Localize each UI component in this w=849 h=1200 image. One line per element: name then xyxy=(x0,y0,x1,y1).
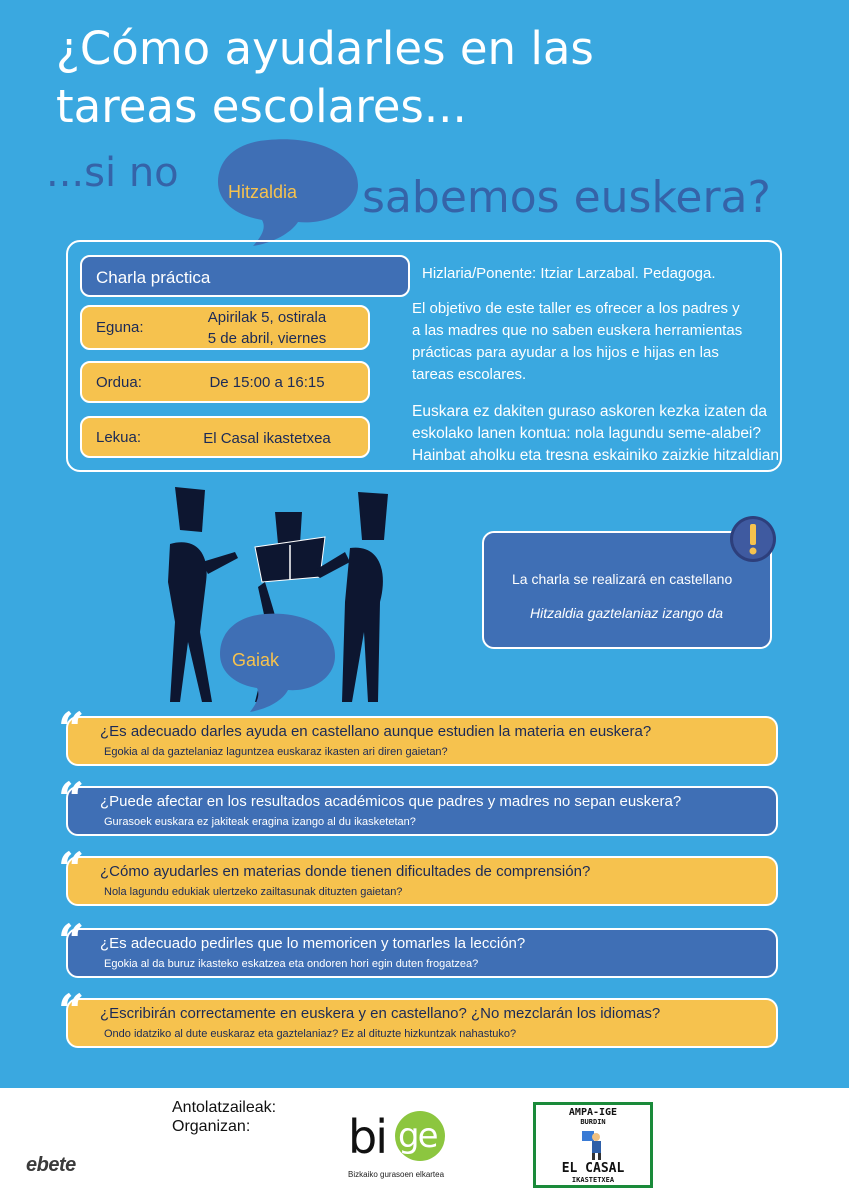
info-row-label: Ordua: xyxy=(96,374,142,391)
info-header: Charla práctica xyxy=(80,255,410,297)
question-item xyxy=(66,998,778,1048)
question-text: ¿Cómo ayudarles en materias donde tienen dificultades de comprensión? xyxy=(100,863,591,880)
bubble-label-hitzaldia: Hitzaldia xyxy=(228,182,298,202)
question-item xyxy=(66,856,778,906)
info-row-time xyxy=(80,361,370,403)
bige-logo-bi: bi xyxy=(348,1110,386,1164)
organizers-line: Antolatzaileak: xyxy=(172,1099,277,1116)
quote-mark-icon: “ xyxy=(58,772,85,826)
question-item xyxy=(66,928,778,978)
info-row-value: De 15:00 a 16:15 xyxy=(209,374,325,391)
info-row-date xyxy=(80,305,370,350)
quote-mark-icon: “ xyxy=(58,984,85,1038)
notice-line-1: La charla se realizará en castellano xyxy=(512,571,733,587)
info-row-value: 5 de abril, viernes xyxy=(207,330,327,347)
organizers-label xyxy=(172,1098,276,1136)
casal-logo-top1: AMPA-IGE xyxy=(568,1107,618,1118)
speaker-line: Hizlaria/Ponente: Itziar Larzabal. Pedagoga. xyxy=(422,265,716,282)
casal-logo-top2: BURDIN xyxy=(580,1118,606,1126)
topics-label: Gaiak xyxy=(232,650,280,670)
person-flag-icon xyxy=(576,1127,610,1161)
quote-mark-icon: “ xyxy=(58,702,85,756)
question-item xyxy=(66,716,778,766)
question-translation: Ondo idatziko al dute euskaraz eta gaztelaniaz? Ez al dituzte hizkuntzak nahastuko? xyxy=(104,1028,517,1040)
info-row-label: Eguna: xyxy=(96,319,144,336)
question-text: ¿Es adecuado darles ayuda en castellano aunque estudien la materia en euskera? xyxy=(100,723,652,740)
question-translation: Egokia al da gaztelaniaz laguntzea euskaraz ikasten ari diren gaietan? xyxy=(104,746,448,758)
title-line-2: tareas escolares... xyxy=(56,80,467,133)
question-text: ¿Es adecuado pedirles que lo memoricen y tomarles la lección? xyxy=(100,935,526,952)
notice-line-2: Hitzaldia gaztelaniaz izango da xyxy=(530,605,724,621)
bige-logo-ge: ge xyxy=(398,1116,437,1156)
question-translation: Nola lagundu edukiak ulertzeko zailtasunak dituzten gaietan? xyxy=(104,886,403,898)
info-row-label: Lekua: xyxy=(96,429,142,446)
ebete-logo: ebete xyxy=(26,1154,76,1176)
question-translation: Egokia al da buruz ikasteko eskatzea eta ondoren hori egin duten frogatzea? xyxy=(104,958,479,970)
description-line: Hainbat aholku eta tresna eskainiko zaizkie hitzaldian. xyxy=(412,447,784,464)
info-row-value: El Casal ikastetxea xyxy=(203,430,331,447)
description-line: El objetivo de este taller es ofrecer a los padres y xyxy=(412,300,740,317)
info-row-place xyxy=(80,416,370,458)
subtitle-left: ...si no xyxy=(46,150,179,196)
question-translation: Gurasoek euskara ez jakiteak eragina izango al du ikasketetan? xyxy=(104,816,416,828)
bige-tagline: Bizkaiko gurasoen elkartea xyxy=(348,1170,445,1179)
el-casal-logo xyxy=(533,1102,653,1188)
quote-mark-icon: “ xyxy=(58,842,85,896)
description-line: Euskara ez dakiten guraso askoren kezka izaten da xyxy=(412,403,767,420)
description-line: a las madres que no saben euskera herramientas xyxy=(412,322,743,339)
question-item xyxy=(66,786,778,836)
question-text: ¿Escribirán correctamente en euskera y en castellano? ¿No mezclarán los idiomas? xyxy=(100,1005,661,1022)
bige-logo xyxy=(348,1102,458,1182)
description-line: eskolako lanen kontua: nola lagundu seme-alabei? xyxy=(412,425,761,442)
description-spanish xyxy=(412,298,792,386)
casal-logo-bottom2: IKASTETXEA xyxy=(571,1176,615,1184)
exclamation-icon xyxy=(728,514,778,564)
description-basque xyxy=(412,401,792,467)
casal-logo-bottom1: EL CASAL xyxy=(561,1161,625,1176)
info-row-value: Apirilak 5, ostirala xyxy=(207,309,327,326)
question-text: ¿Puede afectar en los resultados académicos que padres y madres no sepan euskera? xyxy=(100,793,682,810)
description-line: prácticas para ayudar a los hijos e hijas en las xyxy=(412,344,719,361)
organizers-line: Organizan: xyxy=(172,1118,251,1135)
title-line-1: ¿Cómo ayudarles en las xyxy=(56,22,594,75)
subtitle-right: sabemos euskera? xyxy=(362,172,771,223)
description-line: tareas escolares. xyxy=(412,366,527,383)
footer xyxy=(0,1088,849,1200)
quote-mark-icon: “ xyxy=(58,914,85,968)
